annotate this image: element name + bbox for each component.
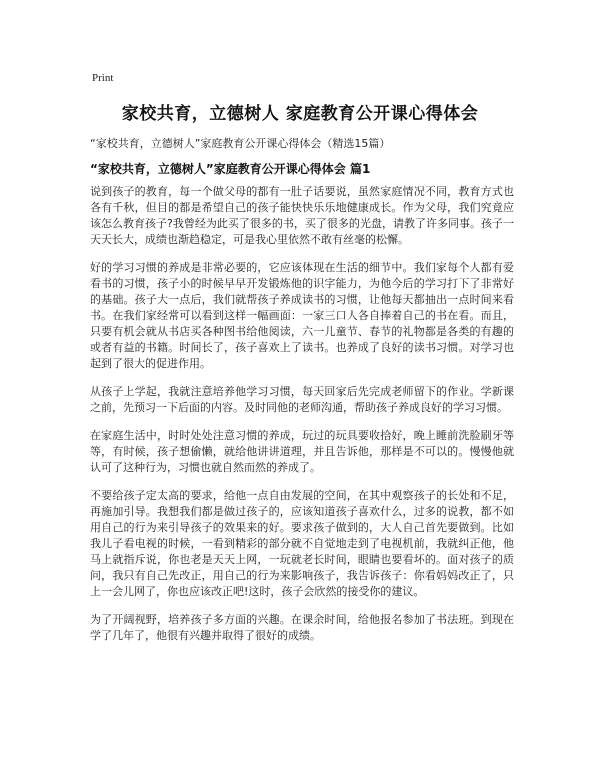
paragraph: 好的学习习惯的养成是非常必要的，它应该体现在生活的细节中。我们家每个人都有爱看书的习惯，孩子小的时候早早开发锻炼他的识字能力，为他今后的学习打下了非常好的基础。孩子大一点后，我们就帮孩子养成读书的习惯，让他每天都抽出一点时间来看书。在我们家经常可以看到这样一幅画面：一家三口人各自捧着自己的书在看。而且，只要有机会就从书店买各种图书给他阅读，六一儿童节、春节的礼物都是各类的有趣的或者有益的书籍。时间长了，孩子喜欢上了读书。也养成了良好的读书习惯。对学习也起到了很大的促进作用。 — [90, 261, 514, 370]
paragraph: 在家庭生活中，时时处处注意习惯的养成，玩过的玩具要收拾好，晚上睡前洗脸刷牙等等，有时候，孩子想偷懒，就给他讲讲道理，并且告诉他，那样是不可以的。慢慢他就认可了这种行为，习惯也就自然而然的养成了。 — [90, 429, 514, 474]
print-link[interactable]: Print — [92, 72, 114, 84]
document-subtitle: “家校共育，立德树人”家庭教育公开课心得体会（精选15篇） — [90, 137, 391, 150]
page-title: 家校共育，立德树人 家庭教育公开课心得体会 — [121, 104, 479, 124]
paragraph: 说到孩子的教育，每一个做父母的都有一肚子话要说，虽然家庭情况不同，教育方式也各有千秋，但目的都是希望自己的孩子能快快乐乐地健康成长。作为父母，我们究竟应该怎么教育孩子?我曾经为此买了很多的书，买了很多的光盘，请教了许多同事。孩子一天天长大，成绩也渐趋稳定，可是我心里依然不敢有丝毫的松懈。 — [90, 185, 514, 246]
paragraph: 不要给孩子定太高的要求，给他一点自由发展的空间，在其中观察孩子的长处和不足，再施加引导。我想我们都是做过孩子的，应该知道孩子喜欢什么，过多的说教，都不如用自己的行为来引导孩子的效果来的好。要求孩子做到的，大人自己首先要做到。比如我儿子看电视的时候，一看到精彩的部分就不自觉地走到了电视机前，我就纠正他，他马上就指斥说，你也老是天天上网，一玩就老长时间，眼睛也要看坏的。面对孩子的质问，我只有自己先改正，用自己的行为来影响孩子，我告诉孩子：你看妈妈改正了，只上一会儿网了，你也应该改正吧!这时，孩子会欣然的接受你的建议。 — [90, 489, 514, 598]
paragraph: 从孩子上学起，我就注意培养他学习习惯，每天回家后先完成老师留下的作业。学新课之前，先预习一下后面的内容。及时同他的老师沟通，帮助孩子养成良好的学习习惯。 — [90, 385, 514, 414]
section-heading: “家校共育，立德树人”家庭教育公开课心得体会 篇1 — [90, 162, 371, 176]
paragraph: 为了开阔视野，培养孩子多方面的兴趣。在课余时间，给他报名参加了书法班。到现在学了几年了，他很有兴趣并取得了很好的成绩。 — [90, 613, 514, 642]
article-body — [90, 184, 514, 656]
